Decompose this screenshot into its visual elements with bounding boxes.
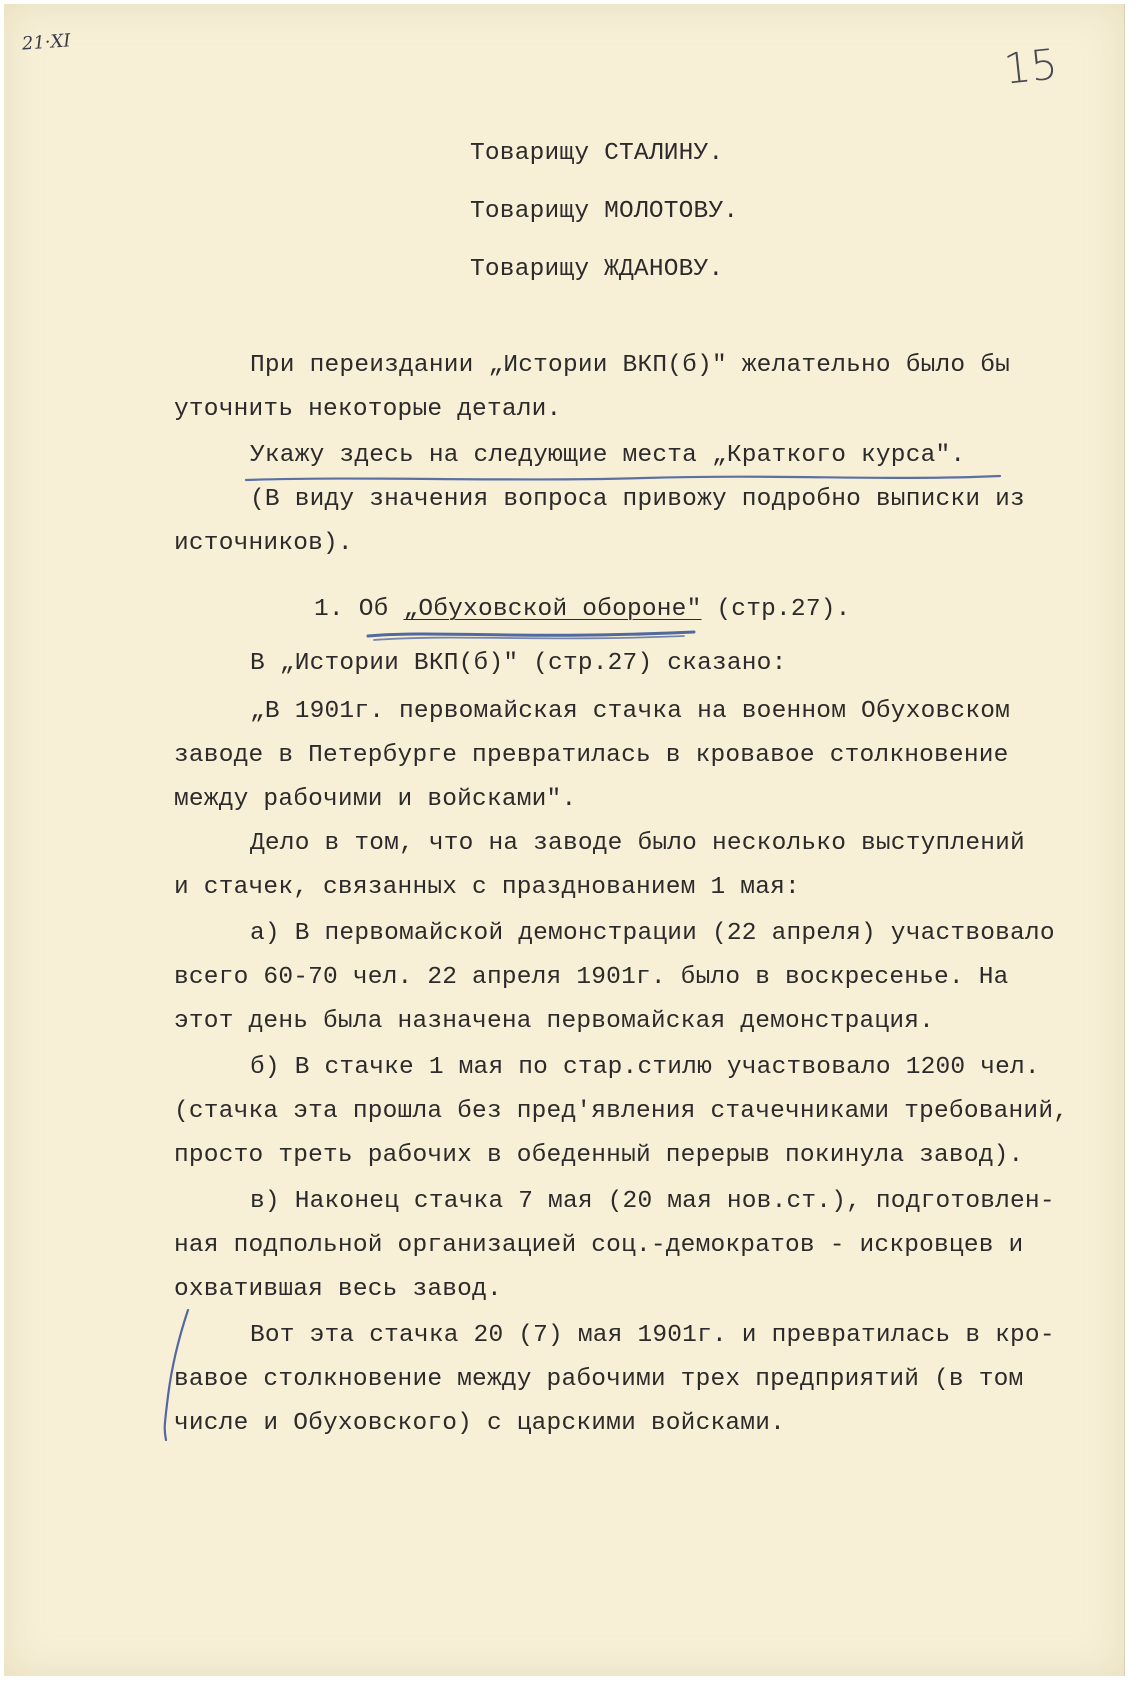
intro-line: (В виду значения вопроса привожу подробно выписки из bbox=[250, 486, 1025, 513]
addressee-molotov: Товарищу МОЛОТОВУ. bbox=[470, 198, 739, 225]
section-number: 1. bbox=[314, 596, 344, 623]
body-line: б) В стачке 1 мая по стар.стилю участвовало 1200 чел. bbox=[250, 1054, 1040, 1081]
quote-line: между рабочими и войсками". bbox=[174, 786, 577, 813]
body-line: а) В первомайской демонстрации (22 апреля) участвовало bbox=[250, 920, 1055, 947]
body-line: Дело в том, что на заводе было несколько выступлений bbox=[250, 830, 1025, 857]
blue-pencil-underline-obukhov bbox=[364, 624, 704, 646]
section-title-underlined: „Обуховской обороне" bbox=[403, 596, 702, 623]
quote-line: заводе в Петербурге превратилась в кровавое столкновение bbox=[174, 742, 1009, 769]
body-line: (стачка эта прошла без пред'явления стачечниками требований, bbox=[174, 1098, 1069, 1125]
section-title-prefix: Об bbox=[358, 596, 389, 623]
intro-line: При переиздании „Истории ВКП(б)" желательно было бы bbox=[250, 352, 1011, 379]
addressee-stalin: Товарищу СТАЛИНУ. bbox=[470, 140, 724, 167]
body-line: просто треть рабочих в обеденный перерыв покинула завод). bbox=[174, 1142, 1024, 1169]
section-heading bbox=[314, 598, 851, 623]
handwritten-date-note: 21·XI bbox=[21, 30, 72, 55]
body-line: всего 60-70 чел. 22 апреля 1901г. было в воскресенье. На bbox=[174, 964, 1009, 991]
section-title-suffix: (стр.27). bbox=[716, 596, 851, 623]
blue-pencil-underline-kratkiy-kurs bbox=[244, 472, 1004, 486]
intro-line: источников). bbox=[174, 530, 353, 557]
intro-line: уточнить некоторые детали. bbox=[174, 396, 562, 423]
addressee-zhdanov: Товарищу ЖДАНОВУ. bbox=[470, 256, 724, 283]
body-line: ная подпольной организацией соц.-демократов - искровцев и bbox=[174, 1232, 1024, 1259]
body-line: охватившая весь завод. bbox=[174, 1276, 502, 1303]
intro-line-underlined: Укажу здесь на следующие места „Краткого курса". bbox=[250, 442, 966, 469]
handwritten-page-number: 15 bbox=[1001, 39, 1060, 94]
body-line: в) Наконец стачка 7 мая (20 мая нов.ст.), подготовлен- bbox=[250, 1188, 1055, 1215]
body-line: и стачек, связанных с празднованием 1 мая: bbox=[174, 874, 800, 901]
body-line: Вот эта стачка 20 (7) мая 1901г. и превратилась в кро- bbox=[250, 1322, 1055, 1349]
body-line: вавое столкновение между рабочими трех предприятий (в том bbox=[174, 1366, 1024, 1393]
body-line: числе и Обуховского) с царскими войсками. bbox=[174, 1410, 785, 1437]
quote-line: „В 1901г. первомайская стачка на военном Обуховском bbox=[250, 698, 1011, 725]
body-line: этот день была назначена первомайская демонстрация. bbox=[174, 1008, 935, 1035]
document-page bbox=[4, 4, 1125, 1676]
body-line: В „Истории ВКП(б)" (стр.27) сказано: bbox=[250, 650, 787, 677]
